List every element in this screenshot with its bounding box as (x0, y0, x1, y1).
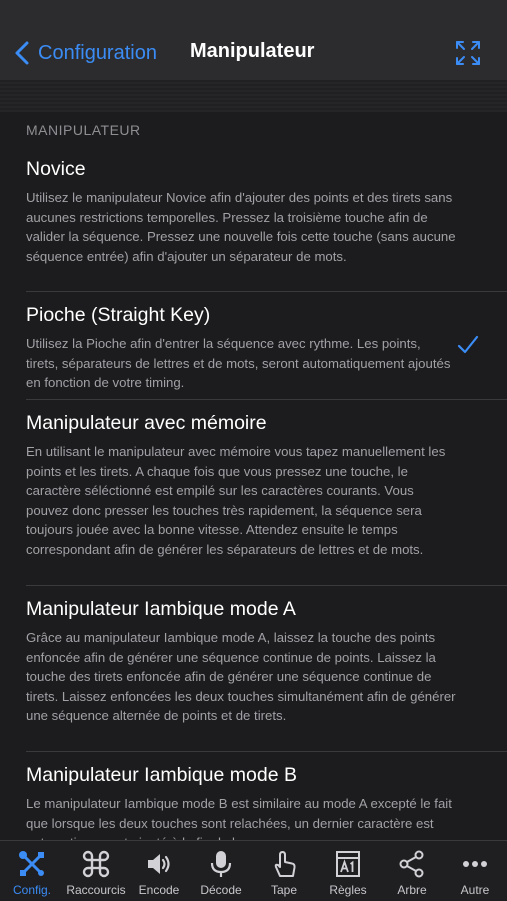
options-list (0, 112, 507, 840)
tab-label: Raccourcis (66, 883, 126, 897)
tab-label: Tape (270, 883, 298, 897)
option-description: Le manipulateur Iambique mode B est similaire au mode A excepté le fait que lorsque les deux touches sont relachées, un dernier caractère est (26, 796, 452, 831)
hand-tap-icon (269, 849, 299, 879)
option-memory-keyer[interactable] (0, 412, 507, 586)
tab-tree[interactable] (381, 841, 443, 901)
option-description: Grâce au manipulateur Iambique mode A, laissez la touche des points enfoncée afin de générer une séquence continue de points. Laissez la touche des tirets enfoncée afin de générer une séquence continue de tirets. Laissez enfoncées les deux touches simultanément afin de générer une séquence alternée de points et de tirets. (26, 630, 456, 724)
tab-encode[interactable] (128, 841, 190, 901)
row-divider (26, 399, 507, 400)
tab-bar (0, 840, 507, 901)
tab-label: Encode (138, 883, 180, 897)
section-header: MANIPULATEUR (26, 122, 141, 138)
tab-label: Règles (329, 883, 367, 897)
tab-shortcuts[interactable] (65, 841, 127, 901)
tab-tape[interactable] (253, 841, 315, 901)
checkmark-icon (457, 334, 479, 356)
tab-label: Arbre (397, 883, 427, 897)
page-title: Manipulateur (190, 40, 315, 62)
back-button-label: Configuration (38, 41, 157, 64)
tab-label: Config. (12, 883, 52, 897)
speaker-icon (144, 849, 174, 879)
toolbar-shadow (0, 80, 507, 112)
back-button[interactable] (14, 38, 157, 68)
microphone-icon (206, 849, 236, 879)
option-title: Manipulateur Iambique mode B (26, 764, 297, 786)
option-iambic-mode-a[interactable] (0, 598, 507, 752)
expand-icon[interactable] (455, 40, 481, 66)
tree-icon (397, 849, 427, 879)
tab-label: Autre (460, 883, 490, 897)
option-description: En utilisant le manipulateur avec mémoire vous tapez manuellement les points et les tirets. A chaque fois que vous pressez une touche, le caractère séléctionné est empilé sur les caractères courants. Vous pouvez donc presser les touches très rapidement, la séquence sera toujours jouée avec la bonne vitesse. Attendez ensuite le temps correspondant afin de générer les séparateurs de lettres et de mots. (26, 444, 446, 557)
command-icon (81, 849, 111, 879)
navigation-bar (0, 0, 507, 80)
tab-label: Décode (200, 883, 242, 897)
option-description: Utilisez le manipulateur Novice afin d'ajouter des points et des tirets sans aucunes restrictions temporelles. Pressez la troisième touche afin de valider la séquence. Pressez une nouvelle fois cette touche (sans aucune séquence entrée) afin d'ajouter un séparateur de mots. (26, 190, 456, 264)
tools-icon (17, 849, 47, 879)
tab-rules[interactable] (317, 841, 379, 901)
row-divider (26, 585, 507, 586)
option-novice[interactable] (0, 158, 507, 292)
option-straight-key[interactable] (0, 304, 507, 400)
tab-more[interactable] (444, 841, 506, 901)
rules-card-icon (333, 849, 363, 879)
row-divider (26, 291, 507, 292)
chevron-left-icon (14, 41, 30, 65)
row-divider (26, 751, 507, 752)
option-title: Manipulateur avec mémoire (26, 412, 267, 434)
more-icon (460, 849, 490, 879)
option-description: Utilisez la Pioche afin d'entrer la séquence avec rythme. Les points, tirets, séparateurs de lettres et de mots, seront automatiquement ajoutés en fonction de votre timing. (26, 336, 451, 391)
tab-config[interactable] (1, 841, 63, 901)
option-title: Novice (26, 158, 86, 180)
tab-decode[interactable] (190, 841, 252, 901)
option-title: Pioche (Straight Key) (26, 304, 211, 326)
option-title: Manipulateur Iambique mode A (26, 598, 296, 620)
